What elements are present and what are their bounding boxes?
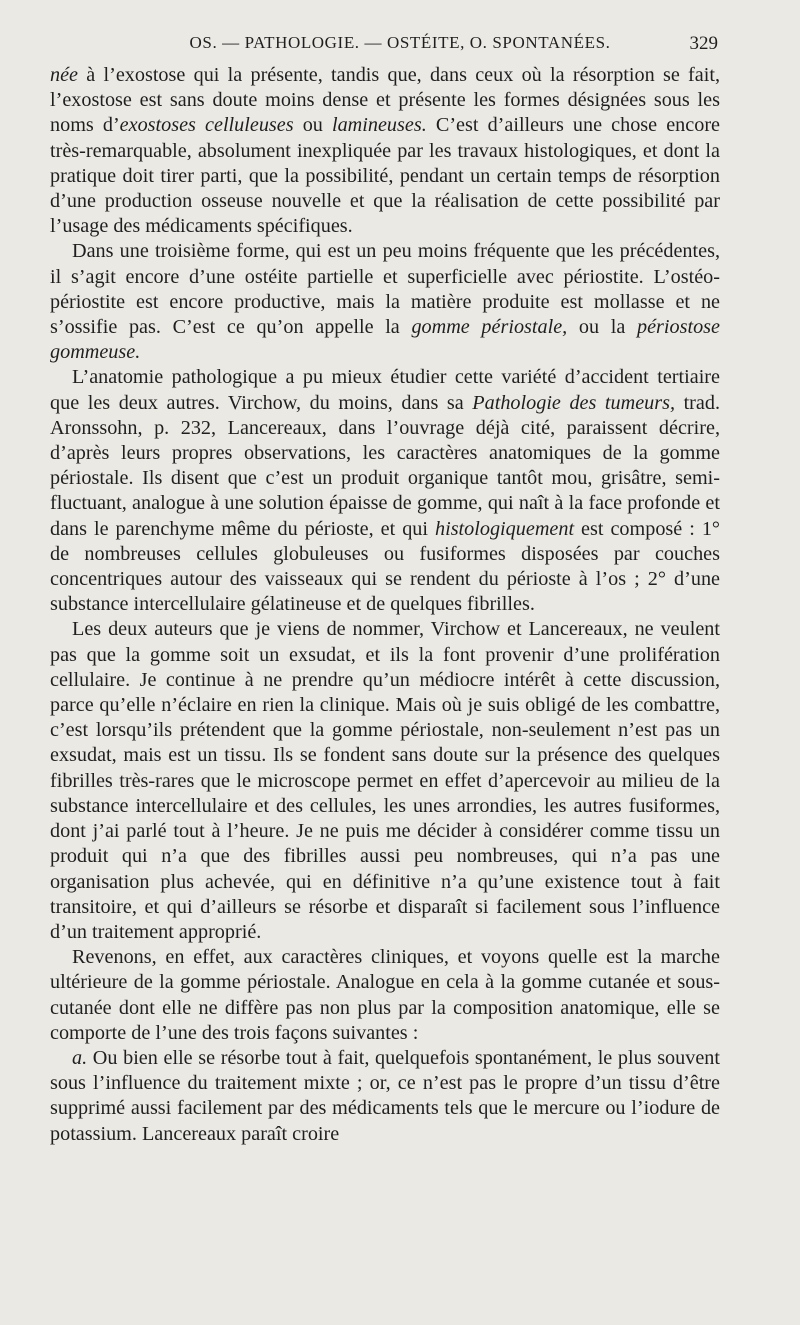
- page-number: 329: [689, 33, 718, 54]
- text-run: Revenons, en effet, aux caractères cliniques, et voyons quelle est la marche ultérieure de la gomme périostale. Analogue en cela à la gomme cutanée et sous-cutanée dont elle ne diffère pas non plus par la composition anatomique, elle se comporte de l’une des trois façons suivantes :: [50, 946, 720, 1044]
- paragraph-1: [50, 63, 720, 239]
- italic-run: histologiquement: [435, 517, 575, 540]
- italic-run: périostose gommeuse.: [50, 316, 720, 364]
- text-run: à l’exostose qui la présente, tandis que, dans ceux où la résorption se fait, l’exostose est sans doute moins dense et présente les formes désignées sous les noms d’: [50, 64, 720, 137]
- text-run: est composé : 1° de nombreuses cellules globuleuses ou fusiformes disposées par couches concentriques autour des vaisseaux qui se rendent du périoste à l’os ; 2° d’une substance intercellulaire gélatineuse et de quelques fibrilles.: [50, 517, 720, 616]
- italic-run: exostoses celluleuses: [119, 114, 294, 137]
- text-run: Ou bien elle se résorbe tout à fait, quelquefois spontanément, le plus souvent sous l’influence du traitement mixte ; or, ce n’est pas le propre d’un tissu d’être supprimé aussi facilement par des médicaments tels que le mercure ou l’iodure de potassium. Lancereaux paraît croire: [50, 1046, 720, 1145]
- text-run: C’est d’ailleurs une chose encore très-remarquable, absolument inexpliquée par les travaux histologiques, et dont la pratique doit tirer parti, que la possibilité, pendant un certain temps de résorption d’une production osseuse nouvelle et que la réalisation de cette possibilité par l’usage des médicaments spécifiques.: [50, 114, 721, 238]
- italic-run: a.: [72, 1046, 88, 1069]
- paragraph-6: [50, 1046, 720, 1147]
- paragraph-3: [50, 365, 720, 617]
- italic-run: née: [50, 64, 79, 86]
- page-header: [0, 33, 800, 59]
- paragraph-4: [50, 617, 720, 945]
- body-text: [50, 63, 720, 1147]
- text-run: ou: [293, 114, 332, 137]
- text-run: Les deux auteurs que je viens de nommer, Virchow et Lancereaux, ne veulent pas que la gomme soit un exsudat, et ils la font provenir d’une prolifération cellulaire. Je continue à ne prendre qu’un médiocre intérêt à cette discussion, parce qu’elle n’éclaire en rien la clinique. Mais où je suis obligé de les combattre, c’est lorsqu’ils prétendent que la gomme périostale, non-seulement n’est pas un exsudat, mais est un tissu. Ils se fondent sans doute sur la présence des quelques fibrilles très-rares que le microscope permet en effet d’apercevoir au milieu de la substance intercellulaire et des cellules, les unes arrondies, les autres fusiformes, dont j’ai parlé tout à l’heure. Je ne puis me décider à considérer comme tissu un produit qui n’a que des fibrilles aussi peu nombreuses, qui n’a pas une organisation plus achevée, qui en définitive n’a qu’une existence tout à fait transitoire, et qui d’ailleurs se résorbe et disparaît si facilement sous l’influence d’un traitement approprié.: [50, 618, 720, 943]
- italic-run: Pathologie des tumeurs,: [472, 391, 676, 414]
- text-run: Dans une troisième forme, qui est un peu moins fréquente que les précédentes, il s’agit encore d’une ostéite partielle et superficielle avec périostite. L’ostéo-périostite est encore productive, mais la matière produite est mollasse et ne s’ossifie pas. C’est ce qu’on appelle la: [50, 240, 720, 339]
- running-head: OS. — PATHOLOGIE. — OSTÉITE, O. SPONTANÉES.: [189, 33, 611, 52]
- text-run: L’anatomie pathologique a pu mieux étudier cette variété d’accident tertiaire que les deux autres. Virchow, du moins, dans sa: [50, 366, 720, 414]
- paragraph-5: [50, 945, 720, 1046]
- paragraph-2: [50, 239, 720, 365]
- text-run: trad. Aronssohn, p. 232, Lancereaux, dans l’ouvrage déjà cité, paraissent décrire, d’après leurs propres observations, les caractères anatomiques de la gomme périostale. Ils disent que c’est un produit organique tantôt mou, grisâtre, semi-fluctuant, analogue à une solution épaisse de gomme, qui naît à la face profonde et dans le parenchyme même du périoste, et qui: [50, 391, 721, 540]
- italic-run: lamineuses.: [331, 114, 427, 137]
- italic-run: gomme périostale,: [411, 316, 568, 339]
- text-run: ou la: [567, 316, 637, 339]
